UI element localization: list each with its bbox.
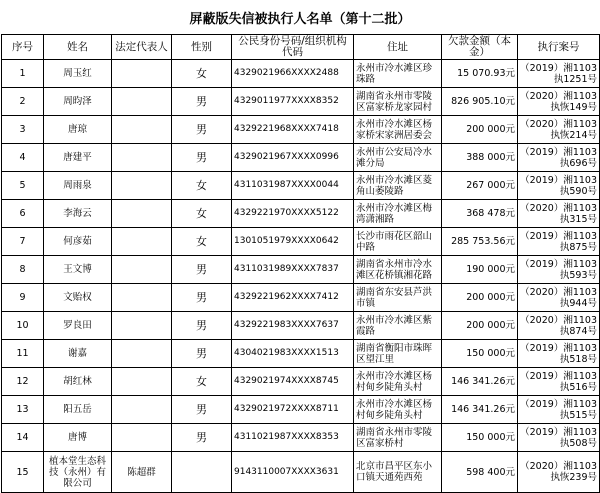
row-id-number: 9143110007XXXX3631 [232,452,354,493]
row-case-number: （2019）湘1103执516号 [518,368,600,396]
row-number: 6 [2,200,44,228]
row-case-number: （2019）湘1103执1251号 [518,60,600,88]
row-number: 7 [2,228,44,256]
row-name: 谢嘉 [44,340,112,368]
row-gender: 女 [172,228,232,256]
row-number: 9 [2,284,44,312]
table-row [2,88,600,116]
row-gender: 男 [172,396,232,424]
row-id-number: 4329221962XXXX7412 [232,284,354,312]
row-id-number: 4329021974XXXX8745 [232,368,354,396]
row-amount: 285 753.56元 [442,228,518,256]
row-id-number: 4329221983XXXX7637 [232,312,354,340]
table-row [2,368,600,396]
row-legal-rep [112,312,172,340]
row-id-number: 1301051979XXXX0642 [232,228,354,256]
row-number: 12 [2,368,44,396]
row-number: 13 [2,396,44,424]
row-amount: 146 341.26元 [442,368,518,396]
row-amount: 190 000元 [442,256,518,284]
row-id-number: 4311031989XXXX7837 [232,256,354,284]
row-legal-rep [112,200,172,228]
row-name: 王文博 [44,256,112,284]
defaulter-table [1,34,600,493]
row-gender: 男 [172,88,232,116]
header-amount: 欠款金额（本金） [442,35,518,60]
row-legal-rep [112,144,172,172]
row-id-number: 4329011977XXXX8352 [232,88,354,116]
row-name: 李海云 [44,200,112,228]
row-case-number: （2020）湘1103执315号 [518,200,600,228]
row-name: 唐琼 [44,116,112,144]
row-case-number: （2020）湘1103执944号 [518,284,600,312]
table-row [2,452,600,493]
row-number: 3 [2,116,44,144]
row-address: 永州市公安局冷水滩分局 [354,144,442,172]
row-legal-rep [112,396,172,424]
header-legal-rep: 法定代表人 [112,35,172,60]
row-number: 14 [2,424,44,452]
row-case-number: （2019）湘1103执518号 [518,340,600,368]
header-case-no: 执行案号 [518,35,600,60]
row-address: 永州市冷水滩区杨家桥宋家洲居委会 [354,116,442,144]
row-gender: 男 [172,284,232,312]
table-row [2,312,600,340]
row-legal-rep [112,116,172,144]
row-number: 2 [2,88,44,116]
row-gender: 女 [172,172,232,200]
row-address: 永州市冷水滩区菱角山萎陵路 [354,172,442,200]
header-no: 序号 [2,35,44,60]
row-case-number: （2020）湘1103执恢239号 [518,452,600,493]
row-address: 湖南省东安县芦洪市镇 [354,284,442,312]
row-legal-rep [112,256,172,284]
row-legal-rep [112,228,172,256]
row-gender: 男 [172,256,232,284]
row-address: 湖南省永州市零陵区富家桥龙家园村 [354,88,442,116]
row-case-number: （2019）湘1103执590号 [518,172,600,200]
row-amount: 146 341.26元 [442,396,518,424]
row-amount: 150 000元 [442,424,518,452]
table-row [2,200,600,228]
row-gender: 女 [172,60,232,88]
row-number: 5 [2,172,44,200]
row-legal-rep [112,284,172,312]
row-legal-rep: 陈超群 [112,452,172,493]
row-number: 10 [2,312,44,340]
row-name: 文贻权 [44,284,112,312]
row-name: 胡红林 [44,368,112,396]
table-row [2,340,600,368]
row-amount: 200 000元 [442,312,518,340]
row-address: 长沙市雨花区韶山中路 [354,228,442,256]
row-gender [172,452,232,493]
row-name: 周雨泉 [44,172,112,200]
row-address: 永州市冷水滩区梅湾潇湘路 [354,200,442,228]
row-amount: 388 000元 [442,144,518,172]
row-address: 永州市冷水滩区杨村甸乡陡角头村 [354,396,442,424]
row-name: 周昀泽 [44,88,112,116]
row-gender: 男 [172,312,232,340]
row-id-number: 4329021967XXXX0996 [232,144,354,172]
row-id-number: 4329221968XXXX7418 [232,116,354,144]
row-address: 永州市冷水滩区珍珠路 [354,60,442,88]
row-number: 1 [2,60,44,88]
row-case-number: （2019）湘1103执515号 [518,396,600,424]
row-gender: 女 [172,200,232,228]
row-name: 阳五岳 [44,396,112,424]
header-gender: 性别 [172,35,232,60]
row-id-number: 4311031987XXXX0044 [232,172,354,200]
row-amount: 267 000元 [442,172,518,200]
row-case-number: （2019）湘1103执875号 [518,228,600,256]
row-legal-rep [112,88,172,116]
row-number: 15 [2,452,44,493]
row-address: 永州市冷水滩区杨村甸乡陡角头村 [354,368,442,396]
table-row [2,256,600,284]
row-legal-rep [112,424,172,452]
row-name: 何彦茹 [44,228,112,256]
row-id-number: 4311021987XXXX8353 [232,424,354,452]
row-amount: 368 478元 [442,200,518,228]
row-name: 植本堂生态科技（永州）有限公司 [44,452,112,493]
header-id: 公民身份号码/组织机构代码 [232,35,354,60]
document-title: 屏蔽版失信被执行人名单（第十二批） [189,11,411,27]
table-row [2,116,600,144]
row-address: 湖南省衡阳市珠晖区望江里 [354,340,442,368]
row-amount: 15 070.93元 [442,60,518,88]
row-id-number: 4304021983XXXX1513 [232,340,354,368]
row-number: 11 [2,340,44,368]
row-number: 4 [2,144,44,172]
row-legal-rep [112,368,172,396]
row-gender: 男 [172,144,232,172]
row-case-number: （2019）湘1103执696号 [518,144,600,172]
row-amount: 826 905.10元 [442,88,518,116]
row-case-number: （2019）湘1103执593号 [518,256,600,284]
table-row [2,396,600,424]
row-name: 唐博 [44,424,112,452]
table-header-row [2,35,600,60]
row-amount: 200 000元 [442,284,518,312]
row-gender: 男 [172,116,232,144]
header-name: 姓名 [44,35,112,60]
row-address: 湖南省永州市零陵区富家桥村 [354,424,442,452]
table-row [2,424,600,452]
row-name: 周玉红 [44,60,112,88]
row-amount: 200 000元 [442,116,518,144]
table-row [2,284,600,312]
header-address: 住址 [354,35,442,60]
row-case-number: （2020）湘1103执874号 [518,312,600,340]
row-case-number: （2020）湘1103执恢214号 [518,116,600,144]
table-row [2,144,600,172]
table-row [2,228,600,256]
row-legal-rep [112,340,172,368]
row-id-number: 4329221970XXXX5122 [232,200,354,228]
row-legal-rep [112,60,172,88]
row-address: 湖南省永州市冷水滩区花桥镇湘花路 [354,256,442,284]
row-id-number: 4329021966XXXX2488 [232,60,354,88]
row-number: 8 [2,256,44,284]
row-address: 永州市冷水滩区紫霞路 [354,312,442,340]
table-row [2,60,600,88]
row-name: 唐建平 [44,144,112,172]
row-case-number: （2019）湘1103执508号 [518,424,600,452]
row-id-number: 4329021972XXXX8711 [232,396,354,424]
row-name: 罗良田 [44,312,112,340]
row-gender: 男 [172,424,232,452]
row-case-number: （2020）湘1103执恢149号 [518,88,600,116]
table-row [2,172,600,200]
row-amount: 150 000元 [442,340,518,368]
row-address: 北京市昌平区东小口镇天通苑西苑 [354,452,442,493]
row-legal-rep [112,172,172,200]
row-gender: 男 [172,340,232,368]
row-gender: 女 [172,368,232,396]
row-amount: 598 400元 [442,452,518,493]
